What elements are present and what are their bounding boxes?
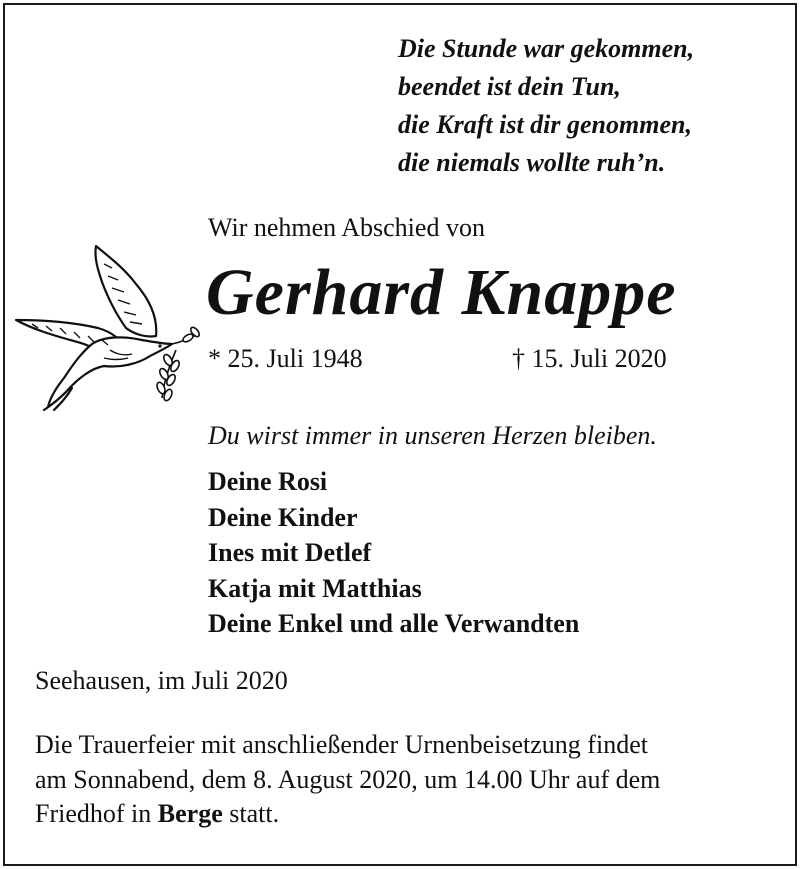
funeral-info (35, 728, 775, 832)
dove-icon (12, 240, 202, 412)
birth-date: * 25. Juli 1948 (208, 344, 363, 373)
poem-line: beendet ist dein Tun, (398, 72, 621, 101)
intro-text: Wir nehmen Abschied von (208, 213, 485, 242)
funeral-line (35, 797, 775, 832)
funeral-line: am Sonnabend, dem 8. August 2020, um 14.00 Uhr auf dem (35, 764, 661, 794)
poem (398, 30, 694, 182)
mourner-item: Deine Kinder (208, 502, 358, 532)
motto-text: Du wirst immer in unseren Herzen bleiben. (208, 421, 657, 450)
deceased-name: Gerhard Knappe (206, 256, 677, 329)
cemetery-location: Berge (157, 799, 223, 828)
death-date: † 15. Juli 2020 (512, 344, 667, 373)
mourner-item: Ines mit Detlef (208, 538, 372, 567)
poem-line: Die Stunde war gekommen, (398, 34, 695, 63)
funeral-text: statt. (222, 799, 280, 828)
funeral-line: Die Trauerfeier mit anschließender Urnenbeisetzung findet (35, 730, 648, 759)
poem-line: die niemals wollte ruh’n. (398, 148, 666, 177)
poem-line: die Kraft ist dir genommen, (398, 110, 692, 139)
mourner-item: Deine Rosi (208, 467, 328, 496)
mourners-list (208, 464, 579, 642)
mourner-item: Katja mit Matthias (208, 573, 422, 603)
funeral-text: Friedhof in (35, 799, 158, 828)
mourner-item: Deine Enkel und alle Verwandten (208, 609, 580, 638)
place-date: Seehausen, im Juli 2020 (35, 666, 288, 695)
